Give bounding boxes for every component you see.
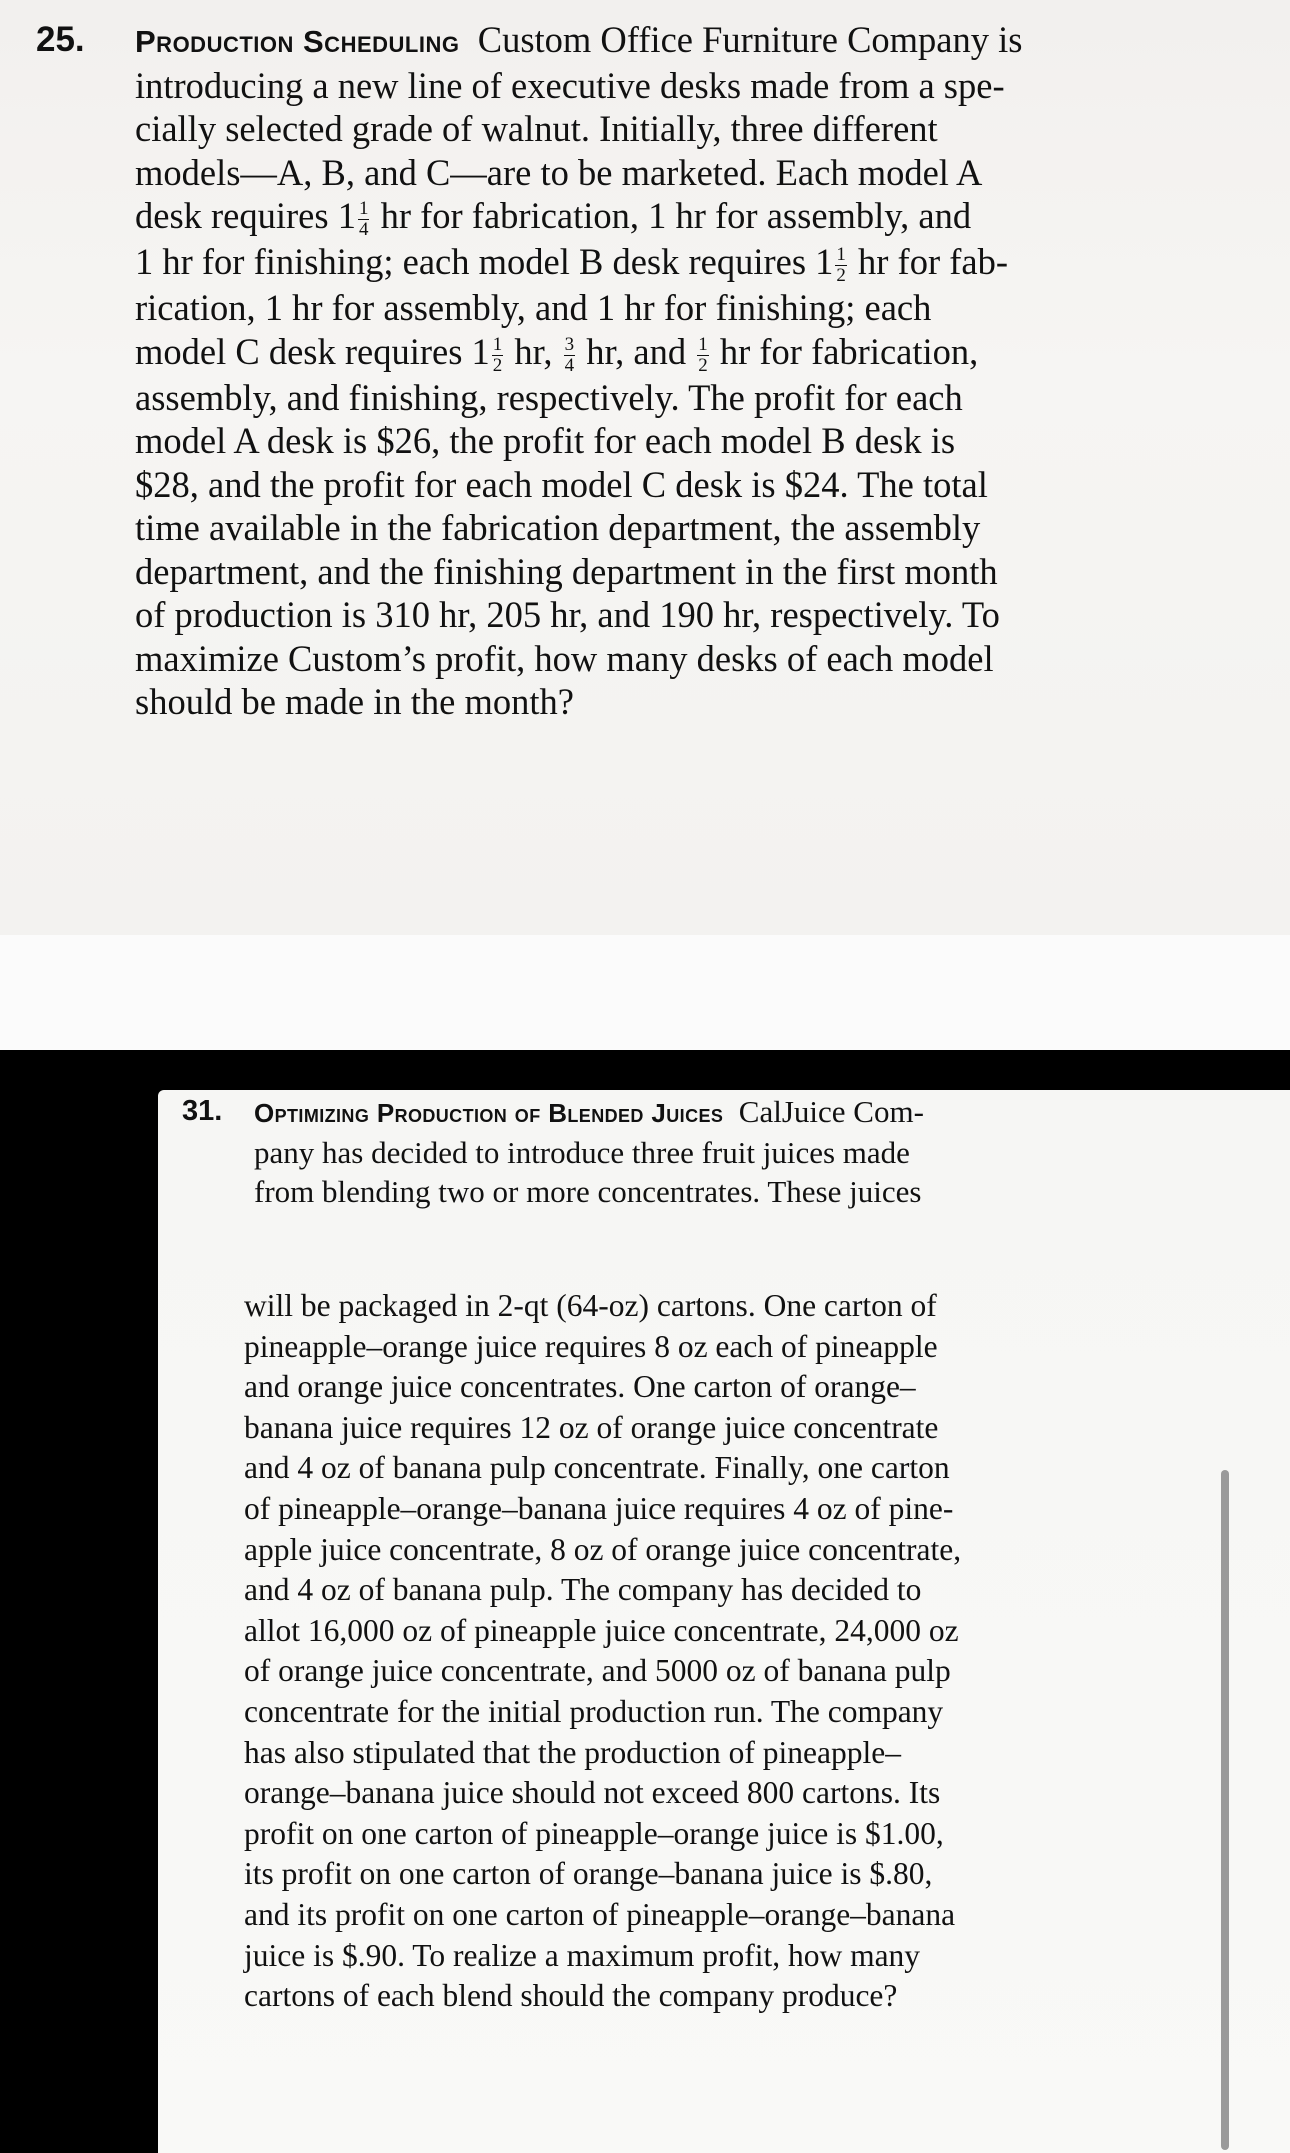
text-line: allot 16,000 oz of pineapple juice concentrate, 24,000 oz [244,1612,959,1648]
problem-number: 25. [36,20,85,59]
problem-25 [36,18,1236,724]
fraction: $\frac{1}{2}$ [492,333,503,376]
text-line: apple juice concentrate, 8 oz of orange juice concentrate, [244,1531,962,1567]
text-line: assembly, and finishing, respectively. The profit for each [135,376,963,418]
text-line: will be packaged in 2-qt (64-oz) cartons. One carton of [244,1288,937,1323]
text-line: $28, and the profit for each model C desk is $24. The total [135,463,988,505]
text-line: its profit on one carton of orange–banana juice is $.80, [244,1856,933,1892]
fraction: $\frac{1}{2}$ [836,244,846,287]
fraction: $\frac{3}{4}$ [564,333,575,376]
problem-heading: Optimizing Production of Blended Juices [254,1098,724,1128]
text-line: from blending two or more concentrates. These juices [254,1174,922,1209]
text-line: and orange juice concentrates. One carton of orange– [244,1369,916,1405]
text-line: time available in the fabrication department, the assembly [135,507,981,549]
text-line: concentrate for the initial production run. The company [244,1693,944,1729]
text-line: cially selected grade of walnut. Initially, three different [135,108,938,149]
text-line: desk requires 1 $\frac{1}{4}$ hr for fabrication, 1 hr for assembly, and [135,195,972,241]
text-line: department, and the finishing department in the first month [135,550,998,592]
problem-number: 31. [182,1095,223,1127]
text-line: maximize Custom’s profit, how many desks of each model [135,637,994,679]
text-line: of orange juice concentrate, and 5000 oz of banana pulp [244,1653,951,1689]
text-line: models—A, B, and C—are to be marketed. Each model A [135,151,983,193]
text-line: juice is $.90. To realize a maximum profit, how many [244,1937,921,1973]
scrollbar-thumb[interactable] [1221,1470,1229,2150]
text-line: and 4 oz of banana pulp concentrate. Finally, one carton [244,1450,950,1486]
problem-31-continuation [244,1286,1174,2017]
text-line: introducing a new line of executive desks made from a spe- [135,64,1005,106]
text-line: banana juice requires 12 oz of orange juice concentrate [244,1409,939,1445]
text-line: cartons of each blend should the company produce? [244,1978,898,2014]
text-line: model C desk requires 1 $\frac{1}{2}$ hr, $\frac{3}{4}$ hr, and $\frac{1}{2}$ hr for fabrication, [135,330,979,376]
text-line: has also stipulated that the production of pineapple– [244,1734,901,1770]
text-line: should be made in the month? [135,681,574,723]
text-line: of pineapple–orange–banana juice requires 4 oz of pine- [244,1490,954,1526]
fraction: $\frac{1}{4}$ [358,198,369,241]
text-line: rication, 1 hr for assembly, and 1 hr for finishing; each [135,287,932,329]
text-line: of production is 310 hr, 205 hr, and 190 hr, respectively. To [135,594,1000,636]
photo-separator [0,935,1290,1050]
text-line: pany has decided to introduce three fruit juices made [254,1135,910,1170]
text-line: and 4 oz of banana pulp. The company has decided to [244,1572,922,1608]
fraction: $\frac{1}{2}$ [698,333,708,376]
text-line: model A desk is $26, the profit for each model B desk is [135,420,956,462]
problem-first-line: Production Scheduling Custom Office Furniture Company is [135,19,1023,60]
text-line: 1 hr for finishing; each model B desk requires 1 $\frac{1}{2}$ hr for fab- [135,241,1008,287]
text-line: and its profit on one carton of pineapple–orange–banana [244,1896,956,1932]
problem-first-line: Optimizing Production of Blended Juices CalJuice Com- [254,1094,924,1129]
text-line: orange–banana juice should not exceed 800 cartons. Its [244,1775,941,1811]
problem-heading: Production Scheduling [135,24,460,59]
text-line: pineapple–orange juice requires 8 oz each of pineapple [244,1328,938,1364]
problem-31 [182,1092,1142,1211]
text-line: profit on one carton of pineapple–orange juice is $1.00, [244,1815,944,1851]
